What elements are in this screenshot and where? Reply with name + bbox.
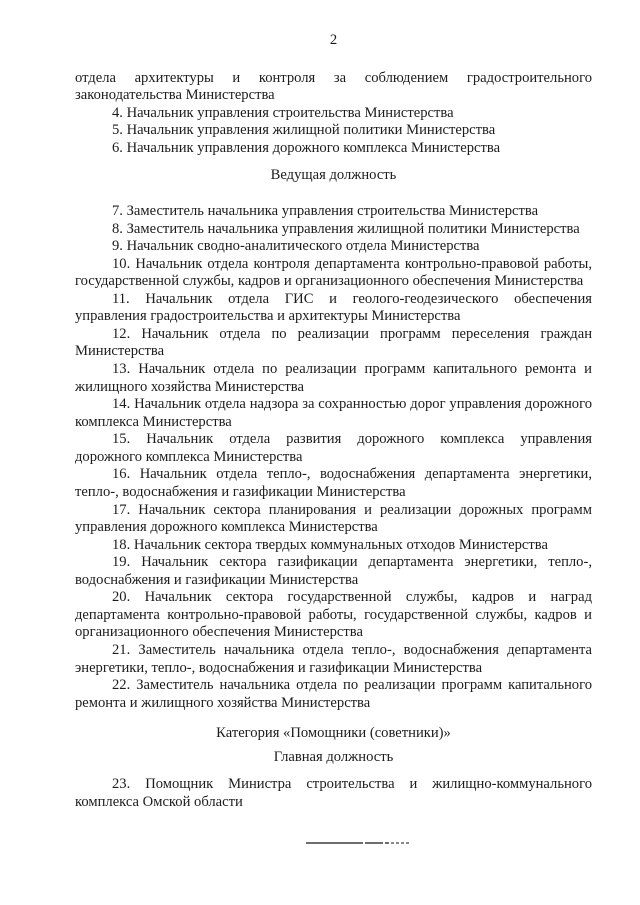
text-line: Министерства: [75, 343, 165, 360]
text-line: комплекса Омской области: [75, 793, 243, 810]
text-line: 19. Начальник сектора газификации департамента энергетики, тепло-,: [112, 554, 592, 571]
list-item-8: [75, 221, 592, 239]
list-item-20: [75, 589, 592, 642]
list-item-4: [75, 105, 592, 123]
text-line: департамента контрольно-правовой работы, государственной службы, кадров и: [75, 606, 592, 623]
list-item-15: [75, 431, 592, 466]
text-line: дорожного комплекса Министерства: [75, 448, 303, 465]
text-line: управления градостроительства и архитектуры Министерства: [75, 308, 461, 325]
text-line: 22. Заместитель начальника отдела по реализации программ капитального: [112, 677, 592, 694]
text-line: отдела архитектуры и контроля за соблюдением градостроительного: [75, 69, 592, 86]
text-line: 23. Помощник Министра строительства и жилищно-коммунального: [112, 776, 592, 793]
text-line: ремонта и жилищного хозяйства Министерства: [75, 694, 371, 711]
text-line: 8. Заместитель начальника управления жилищной политики Министерства: [112, 220, 580, 237]
text-line: энергетики, тепло-, водоснабжения и газификации Министерства: [75, 659, 483, 676]
list-item-13: [75, 361, 592, 396]
text-line: 10. Начальник отдела контроля департамента контрольно-правовой работы,: [112, 255, 592, 272]
text-line: организационного обеспечения Министерства: [75, 624, 363, 641]
text-line: 17. Начальник сектора планирования и реализации дорожных программ: [112, 501, 592, 518]
text-line: управления дорожного комплекса Министерства: [75, 519, 378, 536]
text-line: 9. Начальник сводно-аналитического отдела Министерства: [112, 238, 480, 255]
text-line: 14. Начальник отдела надзора за сохранностью дорог управления дорожного: [112, 396, 592, 413]
text-line: 5. Начальник управления жилищной политики Министерства: [112, 122, 496, 139]
line-segment: [401, 842, 404, 844]
signature-line: [99, 842, 616, 845]
list-item-11: [75, 291, 592, 326]
line-segment: [365, 842, 383, 844]
text-line: 18. Начальник сектора твердых коммунальных отходов Министерства: [112, 536, 548, 553]
text-line: 6. Начальник управления дорожного комплекса Министерства: [112, 139, 501, 156]
text-line: водоснабжения и газификации Министерства: [75, 571, 359, 588]
list-item-23: [75, 776, 592, 811]
line-segment: [306, 842, 363, 844]
paragraph-continuation: [75, 70, 592, 105]
list-item-16: [75, 466, 592, 501]
line-segment: [391, 842, 394, 844]
list-item-19: [75, 554, 592, 589]
text-line: 20. Начальник сектора государственной службы, кадров и наград: [112, 589, 592, 606]
line-segment: [406, 842, 409, 844]
text-line: законодательства Министерства: [75, 87, 275, 104]
text-line: государственной службы, кадров и организационного обеспечения Министерства: [75, 273, 584, 290]
text-line: 15. Начальник отдела развития дорожного комплекса управления: [112, 431, 592, 448]
list-item-9: [75, 238, 592, 256]
line-segment: [385, 842, 389, 844]
list-item-18: [75, 537, 592, 555]
text-line: 16. Начальник отдела тепло-, водоснабжения департамента энергетики,: [112, 466, 592, 483]
list-item-6: [75, 140, 592, 158]
line-segment: [396, 842, 399, 844]
page-number: 2: [329, 32, 338, 48]
text-line: 21. Заместитель начальника отдела тепло-, водоснабжения департамента: [112, 642, 592, 658]
text-line: 12. Начальник отдела по реализации программ переселения граждан: [112, 325, 592, 342]
list-item-21: [75, 642, 592, 677]
section-heading-leading: Ведущая должность: [270, 167, 397, 184]
list-item-22: [75, 677, 592, 712]
list-item-17: [75, 502, 592, 537]
list-item-12: [75, 326, 592, 361]
text-line: 11. Начальник отдела ГИС и геолого-геодезического обеспечения: [112, 290, 592, 307]
document-body: [75, 70, 592, 845]
text-line: комплекса Министерства: [75, 413, 232, 430]
list-item-7: [75, 203, 592, 221]
text-line: 13. Начальник отдела по реализации программ капитального ремонта и: [112, 361, 592, 377]
text-line: 7. Заместитель начальника управления строительства Министерства: [112, 202, 539, 219]
list-item-14: [75, 396, 592, 431]
text-line: тепло-, водоснабжения и газификации Министерства: [75, 483, 406, 500]
section-heading-category: Категория «Помощники (советники)»: [216, 725, 451, 742]
text-line: жилищного хозяйства Министерства: [75, 378, 304, 395]
section-heading-main: Главная должность: [273, 748, 394, 765]
text-line: 4. Начальник управления строительства Министерства: [112, 104, 454, 121]
list-item-5: [75, 122, 592, 140]
list-item-10: [75, 256, 592, 291]
